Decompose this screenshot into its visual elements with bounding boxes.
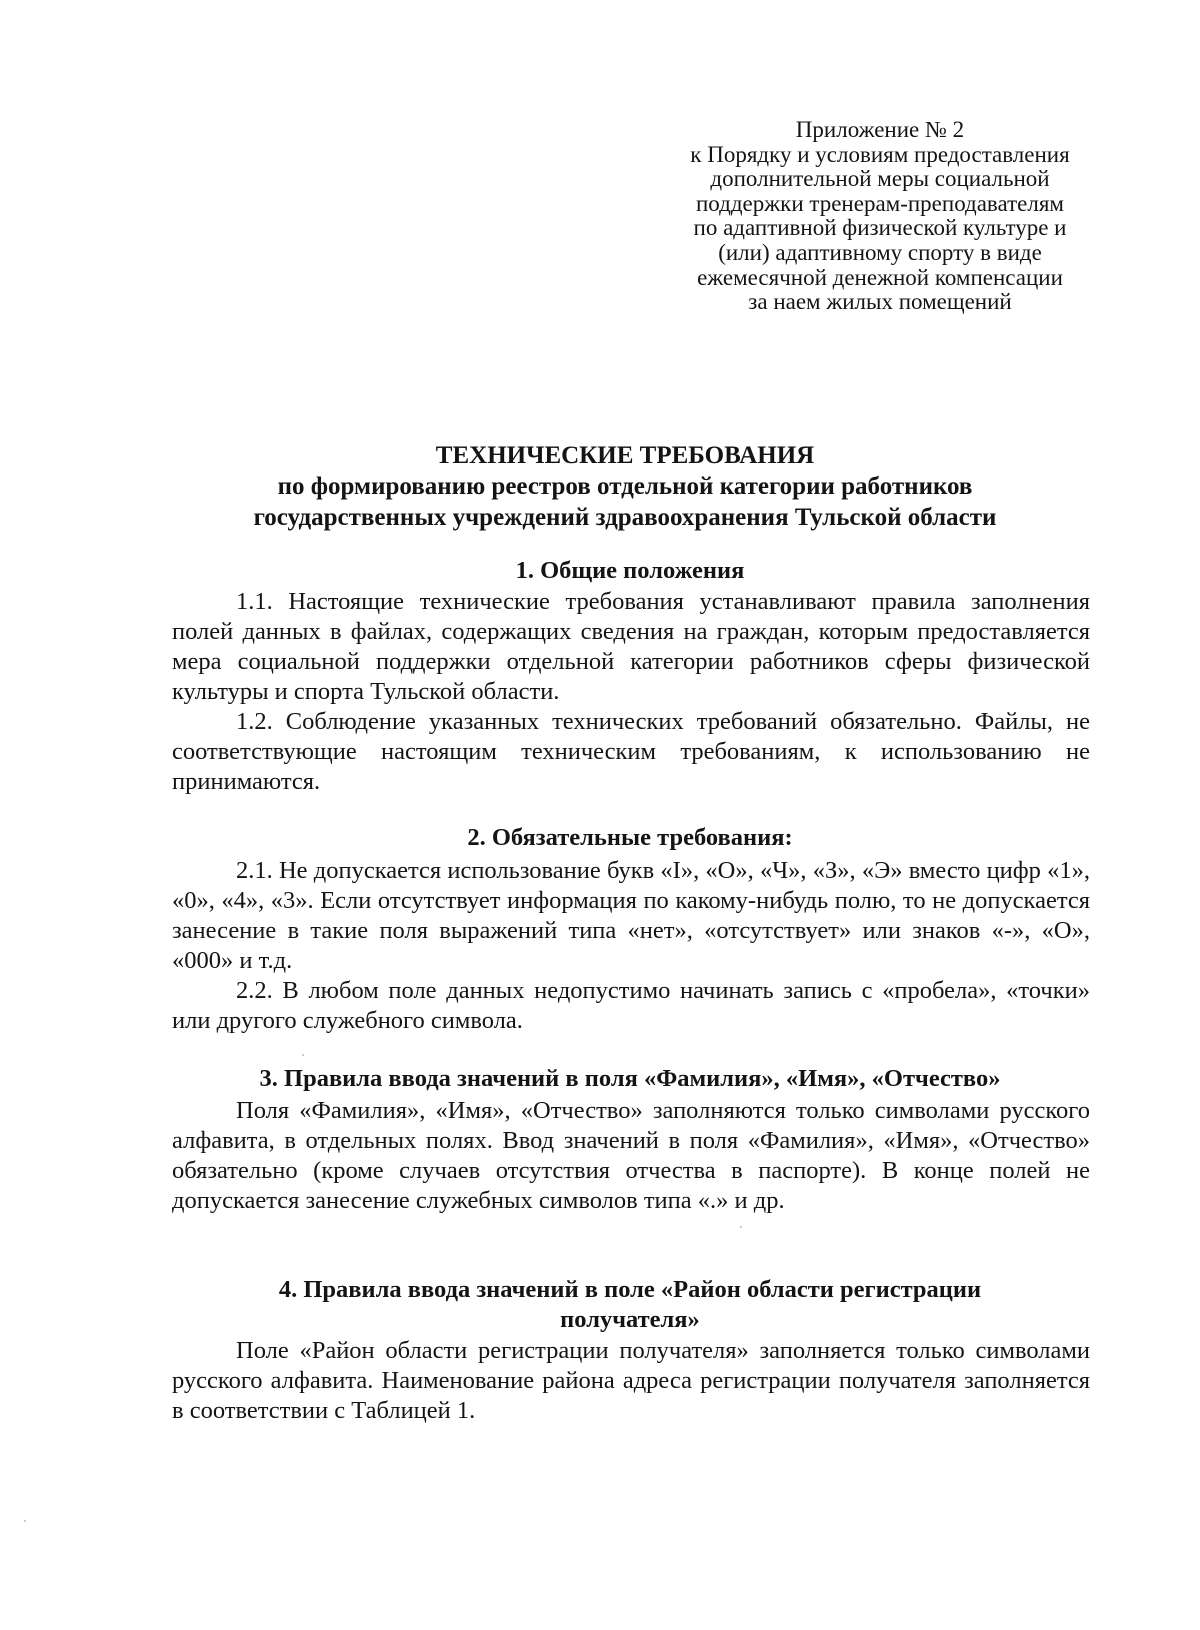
paragraph-2-2: 2.2. В любом поле данных недопустимо начинать запись с «пробела», «точки» или другого служебного символа. xyxy=(172,977,1090,1034)
paragraph-4-1: Поле «Район области регистрации получателя» заполняется только символами русского алфавита. Наименование района адреса регистрации получателя заполняется в соответствии с Таблицей 1. xyxy=(172,1337,1090,1424)
paragraph-3-1: Поля «Фамилия», «Имя», «Отчество» заполняются только символами русского алфавита, в отдельных полях. Ввод значений в поля «Фамилия», «Имя», «Отчество» обязательно (кроме случаев отсутствия отчества в паспорте). В конце полей не допускается занесение служебных символов типа «.» и др. xyxy=(172,1097,1090,1214)
appendix-line: по адаптивной физической культуре и xyxy=(693,215,1067,241)
appendix-line: (или) адаптивному спорту в виде xyxy=(718,239,1042,265)
section-1-heading: 1. Общие положения xyxy=(515,557,745,584)
scan-speck xyxy=(24,1520,26,1522)
appendix-line: дополнительной меры социальной xyxy=(710,166,1050,192)
section-2-heading: 2. Обязательные требования: xyxy=(467,824,793,851)
appendix-line: за наем жилых помещений xyxy=(748,289,1012,315)
appendix-line: ежемесячной денежной компенсации xyxy=(697,264,1063,290)
document-title xyxy=(150,440,1100,533)
appendix-header xyxy=(650,118,1110,315)
paragraph-1-1: 1.1. Настоящие технические требования устанавливают правила заполнения полей данных в файлах, содержащих сведения на граждан, которым предоставляется мера социальной поддержки отдельной категории работников сферы физической культуры и спорта Тульской области. xyxy=(172,588,1090,705)
paragraph-1-2: 1.2. Соблюдение указанных технических требований обязательно. Файлы, не соответствующие настоящим техническим требованиям, к использованию не принимаются. xyxy=(172,708,1090,795)
scan-speck xyxy=(302,1054,304,1056)
paragraph-2-1: 2.1. Не допускается использование букв «I», «О», «Ч», «З», «Э» вместо цифр «1», «0», «4», «3». Если отсутствует информация по какому-нибудь полю, то не допускается занесение в такие поля выражений типа «нет», «отсутствует» или знаков «-», «О», «000» и т.д. xyxy=(172,857,1090,974)
title-main: ТЕХНИЧЕСКИЕ ТРЕБОВАНИЯ xyxy=(435,442,815,469)
appendix-line: Приложение № 2 xyxy=(795,117,965,142)
appendix-line: к Порядку и условиям предоставления xyxy=(690,141,1070,167)
title-line-2: по формированию реестров отдельной категории работников xyxy=(277,473,973,500)
section-4-heading xyxy=(160,1275,1100,1335)
section-4-heading-line-1: 4. Правила ввода значений в поле «Район области регистрации xyxy=(278,1276,982,1303)
scan-speck xyxy=(740,1226,742,1228)
title-line-3: государственных учреждений здравоохранения Тульской области xyxy=(253,504,997,531)
appendix-line: поддержки тренерам-преподавателям xyxy=(696,190,1064,216)
section-3-heading: 3. Правила ввода значений в поля «Фамилия», «Имя», «Отчество» xyxy=(259,1065,1001,1092)
section-4-heading-line-2: получателя» xyxy=(560,1306,700,1333)
